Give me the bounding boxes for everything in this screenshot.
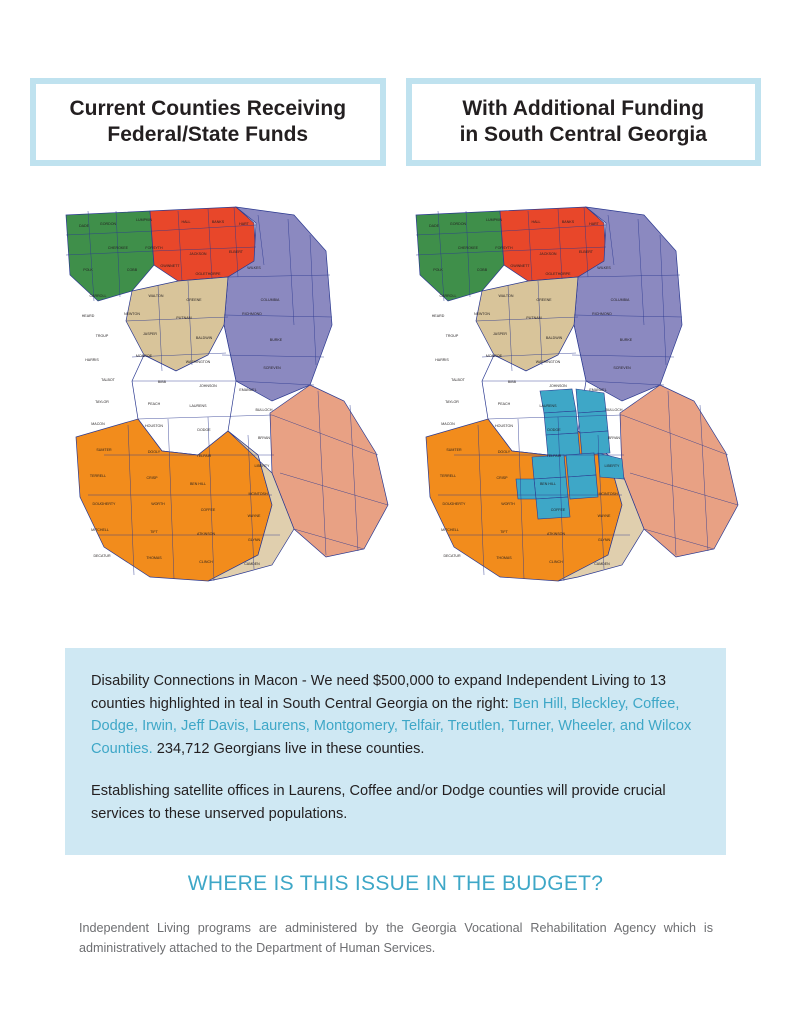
svg-text:MONROE: MONROE xyxy=(485,354,503,358)
svg-text:PUTNAM: PUTNAM xyxy=(176,316,192,320)
svg-text:CHEROKEE: CHEROKEE xyxy=(107,246,129,250)
svg-text:SUMTER: SUMTER xyxy=(96,448,112,452)
svg-text:GREENE: GREENE xyxy=(536,298,552,302)
svg-text:EMANUEL: EMANUEL xyxy=(589,388,607,392)
svg-text:SCREVEN: SCREVEN xyxy=(613,366,631,370)
svg-text:FORSYTH: FORSYTH xyxy=(495,246,513,250)
svg-text:CHEROKEE: CHEROKEE xyxy=(457,246,479,250)
svg-text:JACKSON: JACKSON xyxy=(539,252,557,256)
svg-text:CLINCH: CLINCH xyxy=(199,560,213,564)
title-current-line2: Federal/State Funds xyxy=(107,123,309,146)
svg-text:EMANUEL: EMANUEL xyxy=(239,388,257,392)
svg-text:TELFAIR: TELFAIR xyxy=(546,454,562,458)
georgia-counties-map-current xyxy=(58,205,413,605)
svg-text:ATKINSON: ATKINSON xyxy=(196,532,216,536)
svg-text:BALDWIN: BALDWIN xyxy=(195,336,213,340)
svg-text:WASHINGTON: WASHINGTON xyxy=(185,360,211,364)
georgia-counties-map-proposed xyxy=(408,205,763,605)
svg-text:TAYLOR: TAYLOR xyxy=(445,400,459,404)
svg-text:THOMAS: THOMAS xyxy=(496,556,512,560)
svg-text:DADE: DADE xyxy=(79,224,89,228)
svg-text:JOHNSON: JOHNSON xyxy=(549,384,567,388)
svg-text:LIBERTY: LIBERTY xyxy=(254,464,270,468)
svg-text:LAURENS: LAURENS xyxy=(539,404,557,408)
info-paragraph-2: Establishing satellite offices in Laurens, Coffee and/or Dodge counties will provide crucial services to these unserved populations. xyxy=(91,783,666,823)
svg-text:DOOLY: DOOLY xyxy=(147,450,161,454)
svg-text:NEWTON: NEWTON xyxy=(124,312,140,316)
svg-text:HARRIS: HARRIS xyxy=(85,358,99,362)
svg-text:BIBB: BIBB xyxy=(157,380,167,384)
svg-text:GLYNN: GLYNN xyxy=(247,538,261,542)
svg-text:MCINTOSH: MCINTOSH xyxy=(248,492,268,496)
svg-text:BURKE: BURKE xyxy=(269,338,283,342)
svg-text:COBB: COBB xyxy=(476,268,488,272)
info-paragraph-1 xyxy=(91,670,700,760)
svg-text:CARROLL: CARROLL xyxy=(89,294,107,298)
svg-text:MONROE: MONROE xyxy=(135,354,153,358)
svg-text:WALTON: WALTON xyxy=(148,294,164,298)
svg-text:BANKS: BANKS xyxy=(561,220,575,224)
svg-text:HART: HART xyxy=(589,222,599,226)
title-proposed-line2: in South Central Georgia xyxy=(459,123,707,146)
svg-text:TERRELL: TERRELL xyxy=(439,474,457,478)
svg-text:HOUSTON: HOUSTON xyxy=(145,424,163,428)
title-proposed xyxy=(452,96,715,149)
svg-text:GWINNETT: GWINNETT xyxy=(510,264,530,268)
svg-text:CRISP: CRISP xyxy=(496,476,508,480)
svg-text:GLYNN: GLYNN xyxy=(597,538,611,542)
svg-text:BEN HILL: BEN HILL xyxy=(190,482,206,486)
header-row xyxy=(30,78,761,166)
svg-text:THOMAS: THOMAS xyxy=(146,556,162,560)
info-counties-list: Ben Hill, Bleckley, Coffee, Dodge, Irwin, Jeff Davis, Laurens, Montgomery, Telfair, Treutlen, Turner, Wheeler, and Wilcox Counties. xyxy=(91,695,692,757)
svg-text:NEWTON: NEWTON xyxy=(474,312,490,316)
svg-text:COLUMBIA: COLUMBIA xyxy=(260,298,280,302)
svg-text:WILKES: WILKES xyxy=(597,266,611,270)
svg-text:TIFT: TIFT xyxy=(500,530,508,534)
svg-text:CLINCH: CLINCH xyxy=(549,560,563,564)
svg-text:GREENE: GREENE xyxy=(186,298,202,302)
svg-text:MITCHELL: MITCHELL xyxy=(91,528,109,532)
svg-text:DOUGHERTY: DOUGHERTY xyxy=(92,502,116,506)
svg-text:RICHMOND: RICHMOND xyxy=(592,312,612,316)
svg-text:DODGE: DODGE xyxy=(547,428,561,432)
svg-text:LAURENS: LAURENS xyxy=(189,404,207,408)
budget-heading: WHERE IS THIS ISSUE IN THE BUDGET? xyxy=(187,872,604,895)
svg-text:TALBOT: TALBOT xyxy=(101,378,115,382)
svg-text:GWINNETT: GWINNETT xyxy=(160,264,180,268)
info-text-part2: 234,712 Georgians live in these counties. xyxy=(152,740,425,757)
svg-text:DOUGHERTY: DOUGHERTY xyxy=(442,502,466,506)
title-current xyxy=(61,96,354,149)
svg-text:OGLETHORPE: OGLETHORPE xyxy=(545,272,571,276)
svg-text:TAYLOR: TAYLOR xyxy=(95,400,109,404)
svg-text:MCINTOSH: MCINTOSH xyxy=(598,492,618,496)
footnote: Independent Living programs are administered by the Georgia Vocational Rehabilitation Agency which is administratively attached to the Department of Human Services. xyxy=(79,921,713,956)
svg-text:MACON: MACON xyxy=(91,422,105,426)
map-proposed-svg xyxy=(408,205,763,605)
svg-text:PEACH: PEACH xyxy=(147,402,161,406)
info-panel xyxy=(65,648,726,855)
svg-text:MACON: MACON xyxy=(441,422,455,426)
svg-text:HALL: HALL xyxy=(531,220,541,224)
svg-text:TROUP: TROUP xyxy=(445,334,459,338)
svg-text:DOOLY: DOOLY xyxy=(497,450,511,454)
svg-text:TIFT: TIFT xyxy=(150,530,158,534)
svg-text:DADE: DADE xyxy=(429,224,439,228)
svg-text:JACKSON: JACKSON xyxy=(189,252,207,256)
svg-text:DECATUR: DECATUR xyxy=(93,554,111,558)
svg-text:LUMPKIN: LUMPKIN xyxy=(136,218,152,222)
title-proposed-line1: With Additional Funding xyxy=(462,96,705,120)
svg-text:TERRELL: TERRELL xyxy=(89,474,107,478)
svg-text:JASPER: JASPER xyxy=(493,332,507,336)
svg-text:TALBOT: TALBOT xyxy=(451,378,465,382)
svg-text:OGLETHORPE: OGLETHORPE xyxy=(195,272,221,276)
svg-text:CRISP: CRISP xyxy=(146,476,158,480)
svg-text:LIBERTY: LIBERTY xyxy=(604,464,620,468)
svg-text:GORDON: GORDON xyxy=(99,222,117,226)
svg-text:COLUMBIA: COLUMBIA xyxy=(610,298,630,302)
svg-text:BRYAN: BRYAN xyxy=(257,436,271,440)
svg-text:BANKS: BANKS xyxy=(211,220,225,224)
svg-text:HALL: HALL xyxy=(181,220,191,224)
maps-row xyxy=(30,205,761,605)
svg-text:WILKES: WILKES xyxy=(247,266,261,270)
svg-text:WORTH: WORTH xyxy=(151,502,165,506)
svg-text:HARRIS: HARRIS xyxy=(435,358,449,362)
svg-text:HEARD: HEARD xyxy=(431,314,445,318)
svg-text:PUTNAM: PUTNAM xyxy=(526,316,542,320)
title-box-current xyxy=(30,78,386,166)
svg-text:GORDON: GORDON xyxy=(449,222,467,226)
svg-text:BEN HILL: BEN HILL xyxy=(540,482,556,486)
svg-text:COFFEE: COFFEE xyxy=(550,508,566,512)
svg-text:ELBERT: ELBERT xyxy=(229,250,243,254)
svg-text:JASPER: JASPER xyxy=(143,332,157,336)
svg-text:CAMDEN: CAMDEN xyxy=(594,562,610,566)
svg-text:MITCHELL: MITCHELL xyxy=(441,528,459,532)
svg-text:FORSYTH: FORSYTH xyxy=(145,246,163,250)
title-box-proposed xyxy=(406,78,762,166)
title-current-line1: Current Counties Receiving xyxy=(69,96,347,120)
svg-text:RICHMOND: RICHMOND xyxy=(242,312,262,316)
svg-text:TELFAIR: TELFAIR xyxy=(196,454,212,458)
svg-text:WAYNE: WAYNE xyxy=(597,514,611,518)
svg-text:CARROLL: CARROLL xyxy=(439,294,457,298)
svg-text:COFFEE: COFFEE xyxy=(200,508,216,512)
map-current-svg xyxy=(58,205,413,605)
svg-text:BULLOCH: BULLOCH xyxy=(605,408,623,412)
svg-text:POLK: POLK xyxy=(83,268,93,272)
svg-text:BRYAN: BRYAN xyxy=(607,436,621,440)
svg-text:ELBERT: ELBERT xyxy=(579,250,593,254)
svg-text:SUMTER: SUMTER xyxy=(446,448,462,452)
svg-text:HOUSTON: HOUSTON xyxy=(495,424,513,428)
svg-text:CAMDEN: CAMDEN xyxy=(244,562,260,566)
svg-text:COBB: COBB xyxy=(126,268,138,272)
svg-text:TROUP: TROUP xyxy=(95,334,109,338)
svg-text:HART: HART xyxy=(239,222,249,226)
svg-text:PEACH: PEACH xyxy=(497,402,511,406)
svg-text:BIBB: BIBB xyxy=(507,380,517,384)
svg-text:BALDWIN: BALDWIN xyxy=(545,336,563,340)
svg-text:DECATUR: DECATUR xyxy=(443,554,461,558)
svg-text:ATKINSON: ATKINSON xyxy=(546,532,566,536)
svg-text:BULLOCH: BULLOCH xyxy=(255,408,273,412)
info-text-part1: Disability Connections in Macon - We need $500,000 to expand Independent Living to 13 counties highlighted in teal in South Central Georgia on the right: xyxy=(91,673,666,712)
svg-text:POLK: POLK xyxy=(433,268,443,272)
svg-text:WORTH: WORTH xyxy=(501,502,515,506)
svg-text:DODGE: DODGE xyxy=(197,428,211,432)
svg-text:WALTON: WALTON xyxy=(498,294,514,298)
svg-text:LUMPKIN: LUMPKIN xyxy=(486,218,502,222)
svg-text:WAYNE: WAYNE xyxy=(247,514,261,518)
svg-text:WASHINGTON: WASHINGTON xyxy=(535,360,561,364)
svg-text:SCREVEN: SCREVEN xyxy=(263,366,281,370)
svg-text:JOHNSON: JOHNSON xyxy=(199,384,217,388)
svg-text:BURKE: BURKE xyxy=(619,338,633,342)
svg-text:HEARD: HEARD xyxy=(81,314,95,318)
